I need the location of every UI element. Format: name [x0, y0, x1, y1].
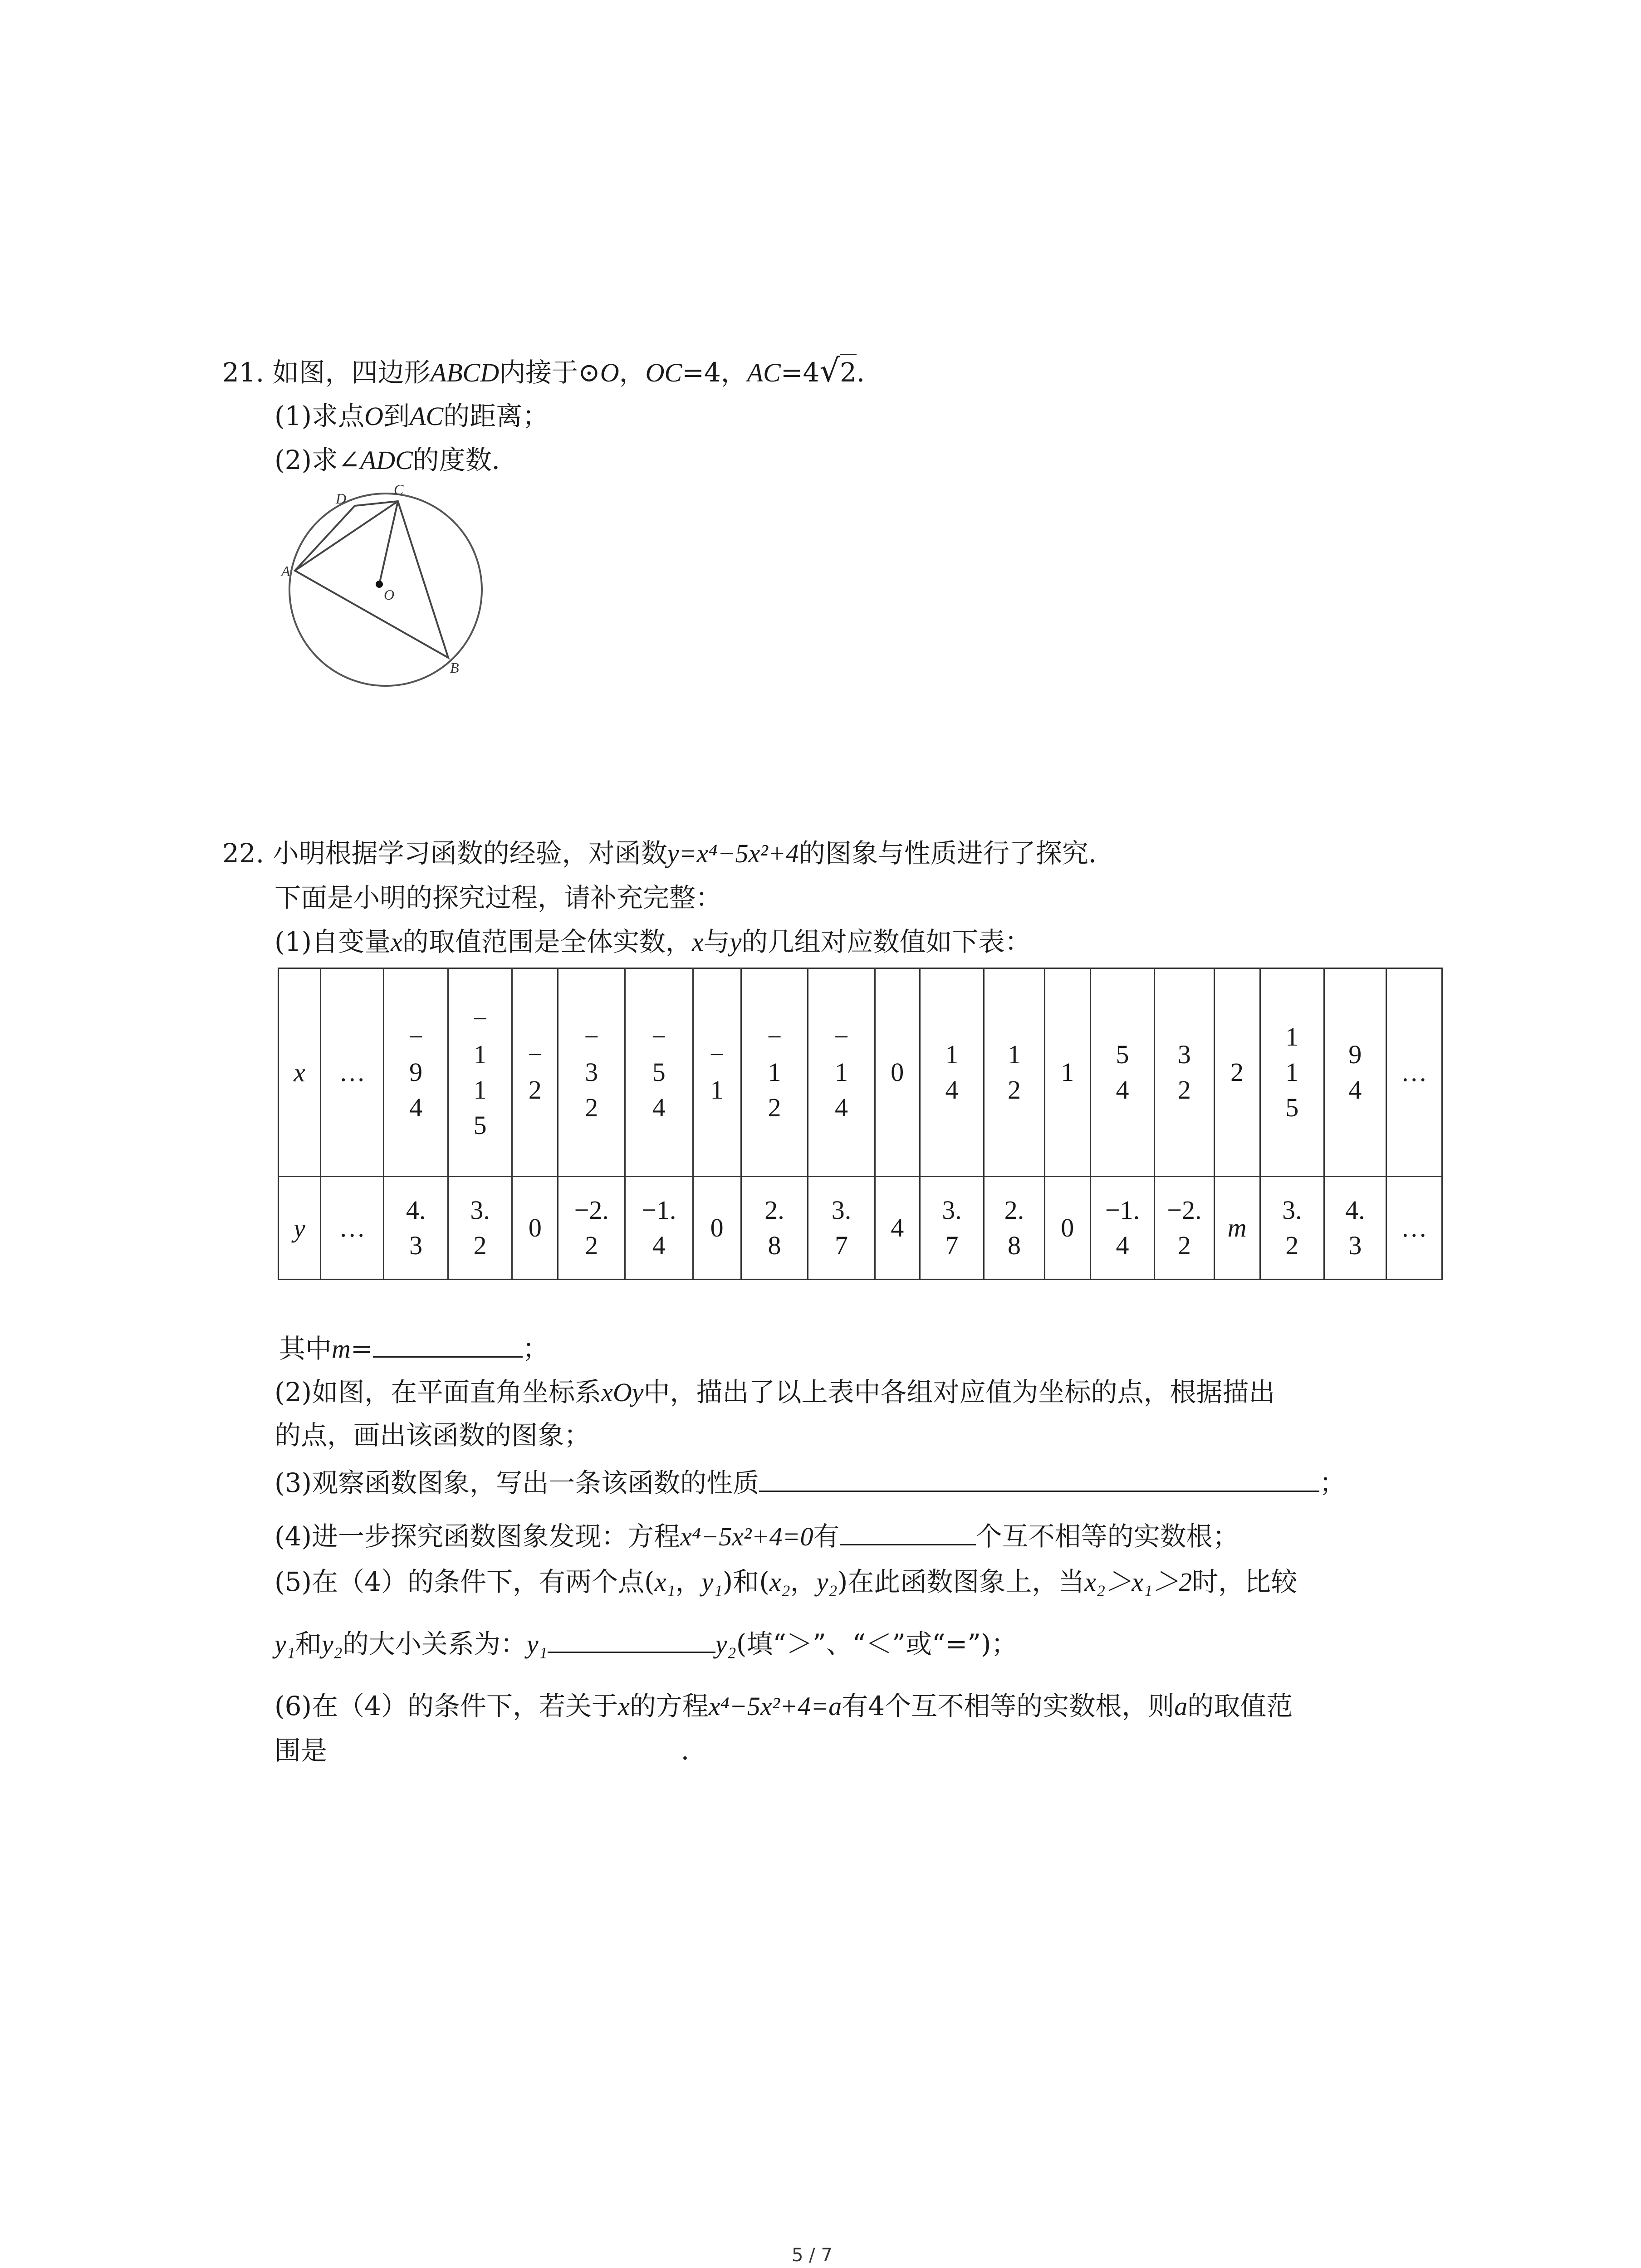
table-cell-y-value: −1. 4 — [642, 1195, 676, 1260]
q22-text: 的取值范 — [1187, 1691, 1293, 1721]
table-cell-x — [741, 968, 808, 1177]
segment-ac — [295, 501, 398, 571]
q21-oc: OC — [645, 358, 682, 387]
var-y2: y₂ — [816, 1567, 838, 1597]
q21-stem — [222, 352, 883, 389]
label-a: A — [281, 563, 290, 579]
q22-text: (1)自变量 — [274, 926, 391, 957]
table-cell-x — [512, 968, 558, 1177]
q22-text: )在此函数图象上，当 — [837, 1566, 1085, 1597]
q22-text: )和( — [722, 1566, 769, 1597]
table-cell-y — [384, 1177, 448, 1280]
q21-text: 21. 如图，四边形 — [222, 357, 431, 388]
table-cell-x-value: 2 — [1230, 1057, 1244, 1087]
table-cell-y — [1260, 1177, 1324, 1280]
table-cell-x — [1386, 968, 1442, 1177]
table-cell-y — [512, 1177, 558, 1280]
equation: x⁴−5x²+4=a — [708, 1691, 842, 1721]
sqrt-sign: √ — [819, 352, 840, 389]
table-cell-y — [448, 1177, 512, 1280]
q22-m-line — [279, 1335, 549, 1362]
q22-text: 其中 — [279, 1333, 332, 1364]
answer-blank-m[interactable] — [373, 1354, 523, 1358]
table-cell-y — [1386, 1177, 1442, 1280]
q21-part1-text: 的距离； — [443, 401, 549, 431]
table-cell-x — [558, 968, 625, 1177]
table-cell-x — [1090, 968, 1154, 1177]
q21-circle-figure — [272, 481, 490, 689]
table-cell-y-value: −2. 2 — [1167, 1195, 1202, 1260]
table-cell-x-value: − 2 — [528, 1039, 543, 1105]
table-cell-y-value: … — [339, 1212, 366, 1242]
table-cell-y — [875, 1177, 920, 1280]
table-cell-y — [1044, 1177, 1090, 1280]
table-cell-x — [984, 968, 1044, 1177]
table-cell-y — [984, 1177, 1044, 1280]
table-header-x-label: x — [294, 1057, 305, 1087]
table-header-y — [279, 1177, 321, 1280]
q21-part1-text: 到 — [383, 401, 410, 431]
table-cell-y-value: 3. 2 — [1282, 1195, 1302, 1260]
table-cell-y — [558, 1177, 625, 1280]
table-cell-y-value: 3. 2 — [470, 1195, 490, 1260]
segment-oc — [379, 501, 398, 584]
table-cell-y — [808, 1177, 875, 1280]
table-cell-x — [320, 968, 383, 1177]
q22-text: 22. 小明根据学习函数的经验，对函数 — [222, 838, 667, 869]
table-cell-x-value: − 1 1 5 — [472, 1004, 488, 1140]
q21-part2-text: (2)求∠ — [274, 445, 360, 475]
table-cell-y-value: 0 — [710, 1212, 724, 1242]
label-o: O — [384, 587, 395, 603]
q22-part1 — [274, 926, 1031, 957]
q22-text: (填“＞”、“＜”或“=”)； — [736, 1628, 1018, 1659]
table-cell-x-value: 1 2 — [1007, 1039, 1021, 1105]
table-cell-y — [320, 1177, 383, 1280]
q22-text: 中，描出了以上表中各组对应值为坐标的点，根据描出 — [643, 1377, 1275, 1408]
table-cell-x-value: … — [339, 1057, 366, 1087]
table-cell-x — [448, 968, 512, 1177]
table-cell-x — [625, 968, 693, 1177]
table-cell-y-value: m — [1227, 1212, 1247, 1242]
answer-blank-property[interactable] — [759, 1488, 1319, 1492]
table-cell-x — [1214, 968, 1260, 1177]
answer-blank-compare[interactable] — [548, 1649, 715, 1653]
q21-text: ． — [856, 357, 883, 388]
var-m: m — [332, 1334, 351, 1364]
table-cell-x — [875, 968, 920, 1177]
answer-blank-roots[interactable] — [840, 1541, 976, 1545]
table-cell-x-value: − 1 4 — [834, 1022, 849, 1123]
q22-text: 的方程 — [629, 1691, 709, 1721]
sqrt-argument: 2 — [840, 354, 857, 388]
q22-part2-line2: 的点，画出该函数的图象； — [274, 1420, 591, 1451]
table-cell-y — [1155, 1177, 1214, 1280]
label-d: D — [336, 490, 347, 507]
table-cell-x — [384, 968, 448, 1177]
q22-part4 — [274, 1523, 1239, 1550]
table-cell-y — [920, 1177, 984, 1280]
table-row-y — [279, 1177, 1442, 1280]
var-y1: y₁ — [701, 1567, 723, 1597]
label-c: C — [394, 481, 404, 498]
table-cell-x — [1044, 968, 1090, 1177]
page-number: 5 / 7 — [792, 2245, 833, 2266]
table-cell-x-value: 1 4 — [945, 1039, 959, 1105]
table-cell-y-value: 0 — [1061, 1212, 1074, 1242]
values-table — [278, 968, 1443, 1280]
q22-part2-line1 — [274, 1379, 1275, 1406]
table-cell-x — [808, 968, 875, 1177]
quadrilateral-abcd — [295, 501, 448, 658]
q21-part1-point: O — [364, 401, 384, 431]
var-x2: x₂ — [769, 1567, 790, 1597]
q22-text: ， — [790, 1566, 817, 1597]
q22-text: 时，比较 — [1192, 1566, 1298, 1597]
var-y2: y₂ — [321, 1629, 343, 1659]
q22-text: 围是 — [274, 1735, 328, 1766]
q22-text: ； — [522, 1333, 549, 1364]
table-cell-x — [920, 968, 984, 1177]
table-cell-x-value: … — [1401, 1057, 1427, 1087]
table-cell-x-value: 0 — [891, 1057, 904, 1087]
q21-ac-value: =4 — [780, 357, 820, 388]
table-cell-x — [693, 968, 741, 1177]
q22-part3 — [274, 1467, 1346, 1498]
q22-text: (5)在（4）的条件下，有两个点( — [274, 1566, 655, 1597]
q21-quad-name: ABCD — [430, 358, 500, 387]
table-cell-x-value: 1 1 5 — [1285, 1022, 1299, 1123]
q21-oc-value: =4， — [682, 357, 747, 388]
table-cell-x-value: − 9 4 — [408, 1022, 424, 1123]
q22-text: 的几组对应数值如下表： — [741, 926, 1031, 957]
q21-part2 — [274, 447, 518, 474]
q22-text: 与 — [703, 926, 730, 957]
table-cell-y — [625, 1177, 693, 1280]
table-row-x — [279, 968, 1442, 1177]
q22-function: y=x⁴−5x²+4 — [667, 839, 799, 868]
var-y2: y₂ — [715, 1629, 736, 1659]
table-cell-y — [1090, 1177, 1154, 1280]
q22-text: 的取值范围是全体实数， — [402, 926, 692, 957]
q22-text: 的大小关系为： — [342, 1628, 527, 1659]
table-cell-y — [1214, 1177, 1260, 1280]
table-cell-x-value: 5 4 — [1116, 1039, 1129, 1105]
table-cell-y-value: 0 — [528, 1212, 542, 1242]
q22-text: ； — [1319, 1467, 1346, 1498]
q22-text: 有4个互不相等的实数根，则 — [842, 1691, 1175, 1721]
q21-text: 内接于⊙ — [499, 357, 600, 388]
var-y1: y₁ — [526, 1629, 548, 1659]
table-cell-x — [1155, 968, 1214, 1177]
table-cell-x — [1260, 968, 1324, 1177]
table-cell-y — [741, 1177, 808, 1280]
equation: x⁴−5x²+4=0 — [680, 1522, 813, 1551]
table-cell-y-value: −1. 4 — [1105, 1195, 1140, 1260]
q22-intro2: 下面是小明的探究过程，请补充完整： — [274, 882, 722, 913]
table-cell-y-value: 2. 8 — [764, 1195, 784, 1260]
q21-circle-name: O — [600, 358, 619, 387]
q22-part6-line1 — [274, 1693, 1293, 1720]
var-x1: x₁ — [654, 1567, 676, 1597]
q22-stem — [222, 840, 1115, 867]
q22-text: 有 — [813, 1521, 840, 1552]
table-header-y-label: y — [294, 1213, 305, 1243]
table-cell-y-value: … — [1401, 1212, 1427, 1242]
var-y: y — [730, 927, 742, 957]
table-cell-y-value: 4. 3 — [1345, 1195, 1365, 1260]
q21-part2-text: 的度数． — [412, 445, 518, 475]
var-x: x — [691, 927, 704, 957]
table-cell-x-value: 1 — [1061, 1057, 1074, 1087]
q22-text: 的图象与性质进行了探究． — [798, 838, 1115, 869]
q22-text: (6)在（4）的条件下，若关于 — [274, 1691, 618, 1721]
table-cell-y — [693, 1177, 741, 1280]
table-cell-y-value: 4 — [891, 1212, 904, 1242]
q22-text: 和 — [295, 1628, 322, 1659]
center-point-o — [376, 581, 383, 588]
table-cell-x-value: − 1 2 — [767, 1022, 782, 1123]
q21-ac: AC — [747, 358, 781, 387]
table-header-x — [279, 968, 321, 1177]
q21-part2-angle: ADC — [360, 445, 413, 475]
table-cell-x-value: − 5 4 — [651, 1022, 666, 1123]
q22-part5-line1 — [274, 1566, 1298, 1597]
q22-part6-line2 — [274, 1737, 707, 1764]
table-cell-y-value: 3. 7 — [942, 1195, 962, 1260]
q22-text: (4)进一步探究函数图象发现：方程 — [274, 1521, 681, 1552]
var-x: x — [391, 927, 402, 957]
q22-text: ． — [681, 1735, 708, 1766]
table-cell-x — [1324, 968, 1386, 1177]
q21-part1-segment: AC — [410, 401, 444, 431]
condition: x₂＞x₁＞2 — [1084, 1567, 1192, 1597]
table-cell-y-value: 2. 8 — [1004, 1195, 1024, 1260]
q21-text: ， — [619, 357, 646, 388]
table-cell-y — [1324, 1177, 1386, 1280]
var-y1: y₁ — [274, 1629, 295, 1659]
q22-text: = — [350, 1333, 373, 1364]
label-b: B — [450, 660, 459, 676]
table-cell-y-value: 3. 7 — [831, 1195, 852, 1260]
q22-text: ， — [675, 1566, 702, 1597]
table-cell-y-value: 4. 3 — [406, 1195, 426, 1260]
q21-part1 — [274, 403, 549, 430]
q22-text: (2)如图，在平面直角坐标系 — [274, 1377, 602, 1408]
coord-system: xOy — [601, 1378, 644, 1407]
var-x: x — [618, 1691, 630, 1721]
q22-part5-line2 — [274, 1628, 1018, 1659]
table-cell-x-value: − 1 — [709, 1039, 725, 1105]
var-a: a — [1174, 1691, 1188, 1721]
table-cell-y-value: −2. 2 — [574, 1195, 609, 1260]
q22-text: 个互不相等的实数根； — [975, 1521, 1239, 1552]
table-cell-x-value: − 3 2 — [584, 1022, 599, 1123]
table-cell-x-value: 9 4 — [1348, 1039, 1362, 1105]
table-cell-x-value: 3 2 — [1177, 1039, 1191, 1105]
q22-text: (3)观察函数图象，写出一条该函数的性质 — [274, 1467, 759, 1498]
q21-part1-text: (1)求点 — [274, 401, 365, 431]
